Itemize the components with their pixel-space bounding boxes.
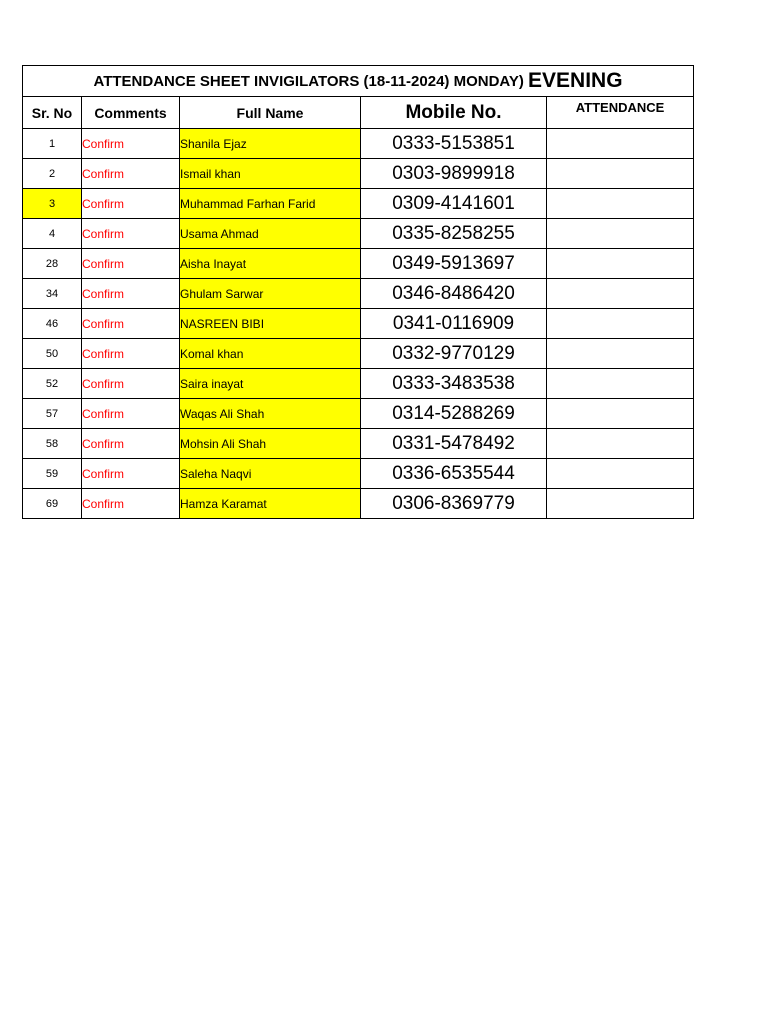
mobile-cell: 0336-6535544	[361, 459, 547, 489]
comment-cell: Confirm	[82, 129, 180, 159]
mobile-cell: 0349-5913697	[361, 249, 547, 279]
sr-cell: 4	[23, 219, 82, 249]
comment-cell: Confirm	[82, 429, 180, 459]
name-cell: Ismail khan	[180, 159, 361, 189]
sr-cell: 58	[23, 429, 82, 459]
table-row	[23, 159, 694, 189]
mobile-cell: 0335-8258255	[361, 219, 547, 249]
header-sr: Sr. No	[23, 97, 82, 129]
attendance-table	[22, 65, 694, 519]
comment-cell: Confirm	[82, 279, 180, 309]
sr-cell: 1	[23, 129, 82, 159]
name-cell: Hamza Karamat	[180, 489, 361, 519]
header-attendance: ATTENDANCE	[547, 97, 694, 129]
attendance-cell	[547, 189, 694, 219]
attendance-cell	[547, 459, 694, 489]
attendance-cell	[547, 159, 694, 189]
table-row	[23, 339, 694, 369]
attendance-cell	[547, 429, 694, 459]
name-cell: Saleha Naqvi	[180, 459, 361, 489]
table-row	[23, 309, 694, 339]
attendance-cell	[547, 279, 694, 309]
table-row	[23, 129, 694, 159]
comment-cell: Confirm	[82, 339, 180, 369]
table-row	[23, 189, 694, 219]
sr-cell: 59	[23, 459, 82, 489]
mobile-cell: 0314-5288269	[361, 399, 547, 429]
attendance-cell	[547, 399, 694, 429]
sr-cell: 52	[23, 369, 82, 399]
comment-cell: Confirm	[82, 189, 180, 219]
comment-cell: Confirm	[82, 219, 180, 249]
attendance-cell	[547, 369, 694, 399]
mobile-cell: 0303-9899918	[361, 159, 547, 189]
mobile-cell: 0341-0116909	[361, 309, 547, 339]
table-row	[23, 279, 694, 309]
mobile-cell: 0332-9770129	[361, 339, 547, 369]
table-row	[23, 459, 694, 489]
comment-cell: Confirm	[82, 309, 180, 339]
table-row	[23, 429, 694, 459]
name-cell: Muhammad Farhan Farid	[180, 189, 361, 219]
attendance-cell	[547, 129, 694, 159]
sr-cell: 34	[23, 279, 82, 309]
name-cell: NASREEN BIBI	[180, 309, 361, 339]
name-cell: Waqas Ali Shah	[180, 399, 361, 429]
name-cell: Shanila Ejaz	[180, 129, 361, 159]
sr-cell: 69	[23, 489, 82, 519]
table-row	[23, 369, 694, 399]
name-cell: Komal khan	[180, 339, 361, 369]
attendance-cell	[547, 309, 694, 339]
title-session: EVENING	[528, 69, 623, 92]
sheet-title	[23, 66, 694, 97]
name-cell: Saira inayat	[180, 369, 361, 399]
table-row	[23, 489, 694, 519]
sr-cell: 3	[23, 189, 82, 219]
comment-cell: Confirm	[82, 399, 180, 429]
mobile-cell: 0346-8486420	[361, 279, 547, 309]
mobile-cell: 0333-5153851	[361, 129, 547, 159]
comment-cell: Confirm	[82, 489, 180, 519]
comment-cell: Confirm	[82, 249, 180, 279]
sr-cell: 28	[23, 249, 82, 279]
attendance-cell	[547, 219, 694, 249]
table-row	[23, 219, 694, 249]
title-main: ATTENDANCE SHEET INVIGILATORS (18-11-2024) MONDAY)	[93, 73, 524, 90]
mobile-cell: 0306-8369779	[361, 489, 547, 519]
header-full-name: Full Name	[180, 97, 361, 129]
name-cell: Usama Ahmad	[180, 219, 361, 249]
comment-cell: Confirm	[82, 459, 180, 489]
sr-cell: 46	[23, 309, 82, 339]
attendance-cell	[547, 249, 694, 279]
attendance-cell	[547, 339, 694, 369]
name-cell: Mohsin Ali Shah	[180, 429, 361, 459]
comment-cell: Confirm	[82, 369, 180, 399]
sr-cell: 57	[23, 399, 82, 429]
mobile-cell: 0331-5478492	[361, 429, 547, 459]
sr-cell: 50	[23, 339, 82, 369]
name-cell: Aisha Inayat	[180, 249, 361, 279]
header-row	[23, 97, 694, 129]
mobile-cell: 0333-3483538	[361, 369, 547, 399]
attendance-cell	[547, 489, 694, 519]
table-row	[23, 249, 694, 279]
table-row	[23, 399, 694, 429]
comment-cell: Confirm	[82, 159, 180, 189]
name-cell: Ghulam Sarwar	[180, 279, 361, 309]
sr-cell: 2	[23, 159, 82, 189]
header-comments: Comments	[82, 97, 180, 129]
header-mobile: Mobile No.	[361, 97, 547, 129]
mobile-cell: 0309-4141601	[361, 189, 547, 219]
